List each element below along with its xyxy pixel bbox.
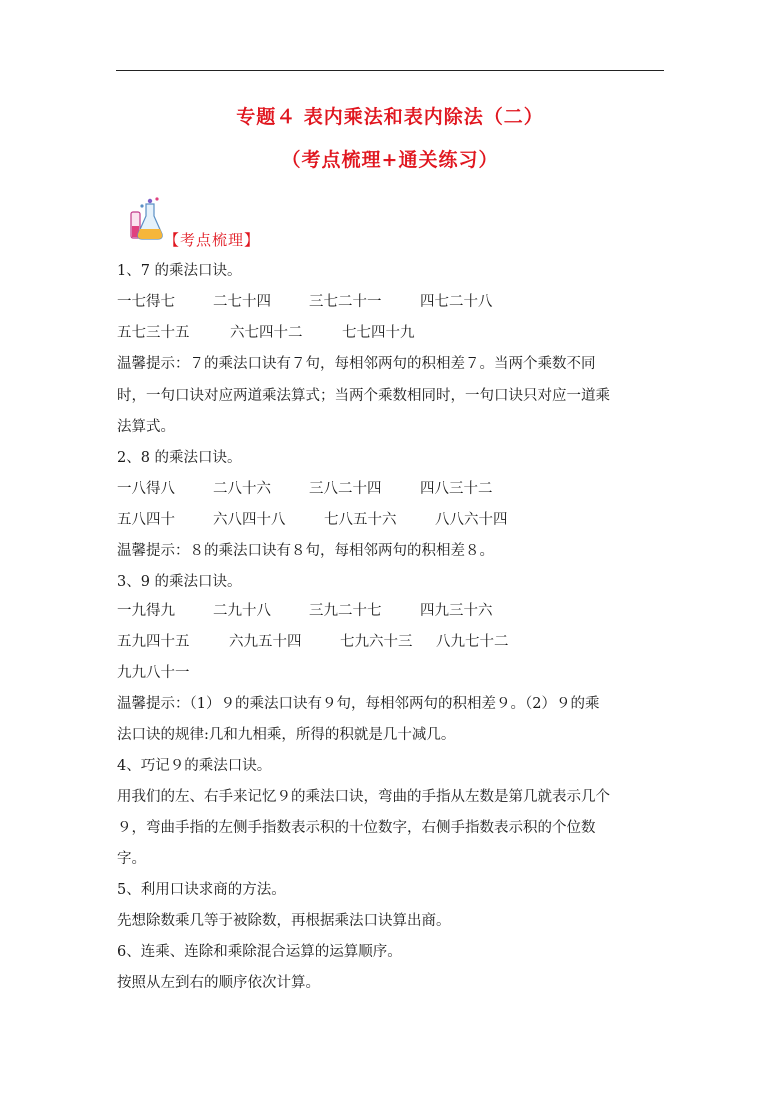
s3-tip-line: 法口诀的规律:几和九相乘，所得的积就是几十减几。 bbox=[117, 727, 456, 743]
s1-row1-cell: 一七得七 bbox=[117, 294, 175, 310]
s6-heading: 6、连乘、连除和乘除混合运算的运算顺序。 bbox=[117, 944, 402, 960]
s2-row1 bbox=[117, 479, 493, 499]
s3-row1-cell: 三九二十七 bbox=[309, 603, 382, 619]
s2-row1-cell: 二八十六 bbox=[213, 481, 271, 497]
s5-body: 先想除数乘几等于被除数，再根据乘法口诀算出商。 bbox=[117, 913, 451, 929]
s3-row3: 九九八十一 bbox=[117, 665, 190, 681]
s4-body-line: 用我们的左、右手来记忆９的乘法口诀，弯曲的手指从左数是第几就表示几个 bbox=[117, 789, 610, 805]
s1-tip-line: 温馨提示：７的乘法口诀有７句，每相邻两句的积相差７。当两个乘数不同 bbox=[117, 356, 596, 372]
s3-row2 bbox=[117, 632, 509, 652]
s3-heading: 3、9 的乘法口诀。 bbox=[117, 574, 242, 590]
page-title: 专题４ 表内乘法和表内除法（二） bbox=[236, 106, 544, 128]
s4-heading: 4、巧记９的乘法口诀。 bbox=[117, 758, 272, 774]
s1-row2-cell: 六七四十二 bbox=[230, 325, 303, 341]
s3-tip-line: 温馨提示：（1）９的乘法口诀有９句，每相邻两句的积相差９。（2）９的乘 bbox=[117, 696, 600, 712]
s2-row1-cell: 三八二十四 bbox=[309, 481, 382, 497]
s2-row2 bbox=[117, 510, 508, 530]
s1-row1-cell: 二七十四 bbox=[213, 294, 271, 310]
s1-row2-cell: 五七三十五 bbox=[117, 325, 190, 341]
s2-row1-cell: 四八三十二 bbox=[420, 481, 493, 497]
s2-tip: 温馨提示：８的乘法口诀有８句，每相邻两句的积相差８。 bbox=[117, 543, 494, 559]
s3-row2-cell: 五九四十五 bbox=[117, 634, 190, 650]
s1-row1 bbox=[117, 292, 493, 312]
s2-heading: 2、8 的乘法口诀。 bbox=[117, 450, 242, 466]
s3-row1 bbox=[117, 601, 493, 621]
s4-body-line: ９，弯曲手指的左侧手指数表示积的十位数字，右侧手指数表示积的个位数 bbox=[117, 820, 596, 836]
s1-tip-line: 时，一句口诀对应两道乘法算式；当两个乘数相同时，一句口诀只对应一道乘 bbox=[117, 388, 610, 404]
s2-row1-cell: 一八得八 bbox=[117, 481, 175, 497]
s2-row2-cell: 五八四十 bbox=[117, 512, 175, 528]
s1-row2 bbox=[117, 323, 415, 343]
s1-heading: 1、7 的乘法口诀。 bbox=[117, 263, 242, 279]
header-rule bbox=[116, 70, 664, 71]
section-tag: 【考点梳理】 bbox=[164, 231, 261, 249]
s3-row1-cell: 一九得九 bbox=[117, 603, 175, 619]
s5-heading: 5、利用口诀求商的方法。 bbox=[117, 882, 286, 898]
page-subtitle: （考点梳理+通关练习） bbox=[281, 149, 499, 171]
s4-body-line: 字。 bbox=[117, 851, 146, 867]
s3-row2-cell: 七九六十三 bbox=[340, 634, 413, 650]
s6-body: 按照从左到右的顺序依次计算。 bbox=[117, 975, 320, 991]
s2-row2-cell: 八八六十四 bbox=[435, 512, 508, 528]
flask-icon bbox=[128, 196, 164, 242]
s1-tip-line: 法算式。 bbox=[117, 419, 175, 435]
s3-row1-cell: 二九十八 bbox=[213, 603, 271, 619]
s1-row1-cell: 三七二十一 bbox=[309, 294, 382, 310]
s1-row2-cell: 七七四十九 bbox=[342, 325, 415, 341]
s2-row2-cell: 七八五十六 bbox=[324, 512, 397, 528]
s3-row1-cell: 四九三十六 bbox=[420, 603, 493, 619]
s3-row2-cell: 六九五十四 bbox=[229, 634, 302, 650]
s1-row1-cell: 四七二十八 bbox=[420, 294, 493, 310]
s2-row2-cell: 六八四十八 bbox=[213, 512, 286, 528]
s3-row2-cell: 八九七十二 bbox=[436, 634, 509, 650]
